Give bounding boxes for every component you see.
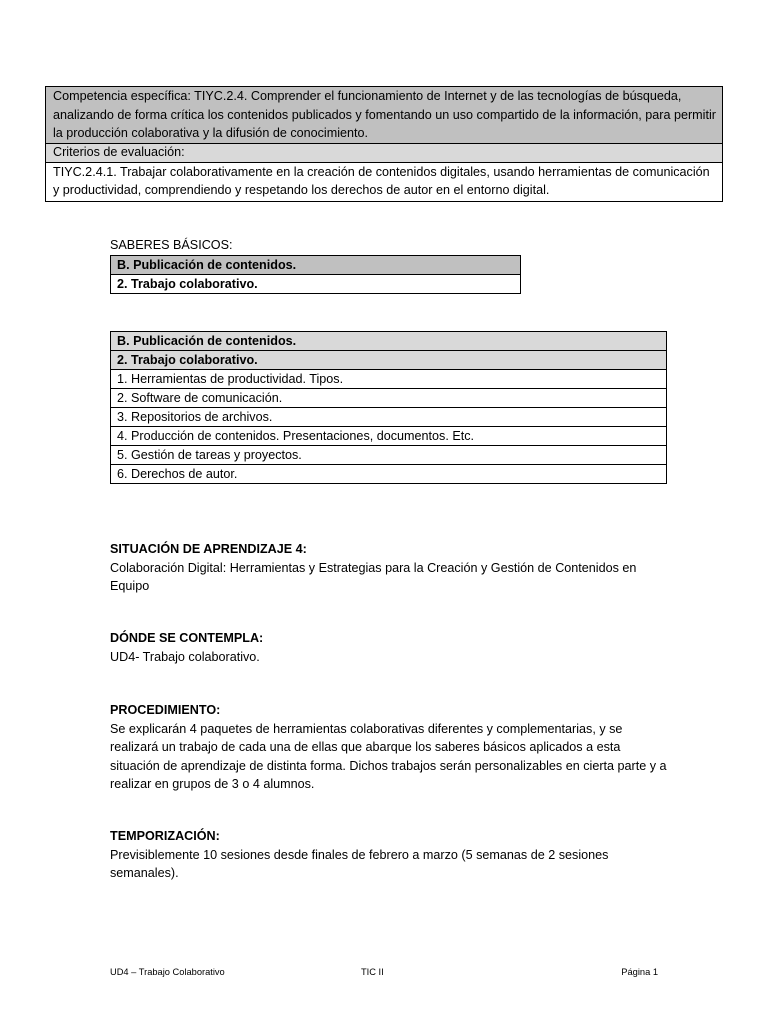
saberes-detail-table <box>110 331 667 484</box>
saberes-item: 1. Herramientas de productividad. Tipos. <box>111 370 667 389</box>
footer-page-number: Página 1 <box>621 967 658 977</box>
saberes-item: 4. Producción de contenidos. Presentaciones, documentos. Etc. <box>111 427 667 446</box>
situacion-heading: SITUACIÓN DE APRENDIZAJE 4: <box>110 542 307 556</box>
saberes-item: 3. Repositorios de archivos. <box>111 408 667 427</box>
saberes-item: 5. Gestión de tareas y proyectos. <box>111 446 667 465</box>
saberes-label: SABERES BÁSICOS: <box>110 238 233 252</box>
saberes-summary-table <box>110 255 521 294</box>
saberes-detail-bloque: B. Publicación de contenidos. <box>111 332 667 351</box>
procedimiento-section <box>110 701 670 794</box>
donde-text: UD4- Trabajo colaborativo. <box>110 649 260 664</box>
procedimiento-text: Se explicarán 4 paquetes de herramientas colaborativas diferentes y complementarias, y se realizará un trabajo de cada una de ellas que abarque los saberes básicos aplicados a esta situación de aprendizaje de distinta forma. Dichos trabajos serán personalizables en cierta parte y a realizar en grupos de 3 o 4 alumnos. <box>110 721 667 791</box>
procedimiento-heading: PROCEDIMIENTO: <box>110 703 221 717</box>
situacion-text: Colaboración Digital: Herramientas y Estrategias para la Creación y Gestión de Contenidos en Equipo <box>110 560 637 593</box>
situacion-section <box>110 540 670 596</box>
donde-section <box>110 629 670 666</box>
competencia-text: Competencia específica: TIYC.2.4. Comprender el funcionamiento de Internet y de las tecnologías de búsqueda, analizando de forma crítica los contenidos publicados y fomentando un uso compartido de la información, para permitir la producción colaborativa y la difusión de conocimiento. <box>46 87 723 144</box>
footer-left: UD4 – Trabajo Colaborativo <box>110 967 225 977</box>
saberes-item: 6. Derechos de autor. <box>111 465 667 484</box>
page-footer <box>110 967 658 981</box>
temporizacion-heading: TEMPORIZACIÓN: <box>110 829 220 843</box>
temporizacion-text: Previsiblemente 10 sesiones desde finales de febrero a marzo (5 semanas de 2 sesiones semanales). <box>110 847 609 880</box>
saberes-bloque: B. Publicación de contenidos. <box>111 256 521 275</box>
saberes-item: 2. Software de comunicación. <box>111 389 667 408</box>
saberes-subbloque: 2. Trabajo colaborativo. <box>111 275 521 294</box>
donde-heading: DÓNDE SE CONTEMPLA: <box>110 631 264 645</box>
competencia-table <box>45 86 723 202</box>
footer-center: TIC II <box>361 967 384 977</box>
criterio-text: TIYC.2.4.1. Trabajar colaborativamente en la creación de contenidos digitales, usando herramientas de comunicación y productividad, comprendiendo y respetando los derechos de autor en el entorno digital. <box>46 162 723 201</box>
criterios-label: Criterios de evaluación: <box>46 143 723 162</box>
saberes-detail-subbloque: 2. Trabajo colaborativo. <box>111 351 667 370</box>
temporizacion-section <box>110 827 670 883</box>
